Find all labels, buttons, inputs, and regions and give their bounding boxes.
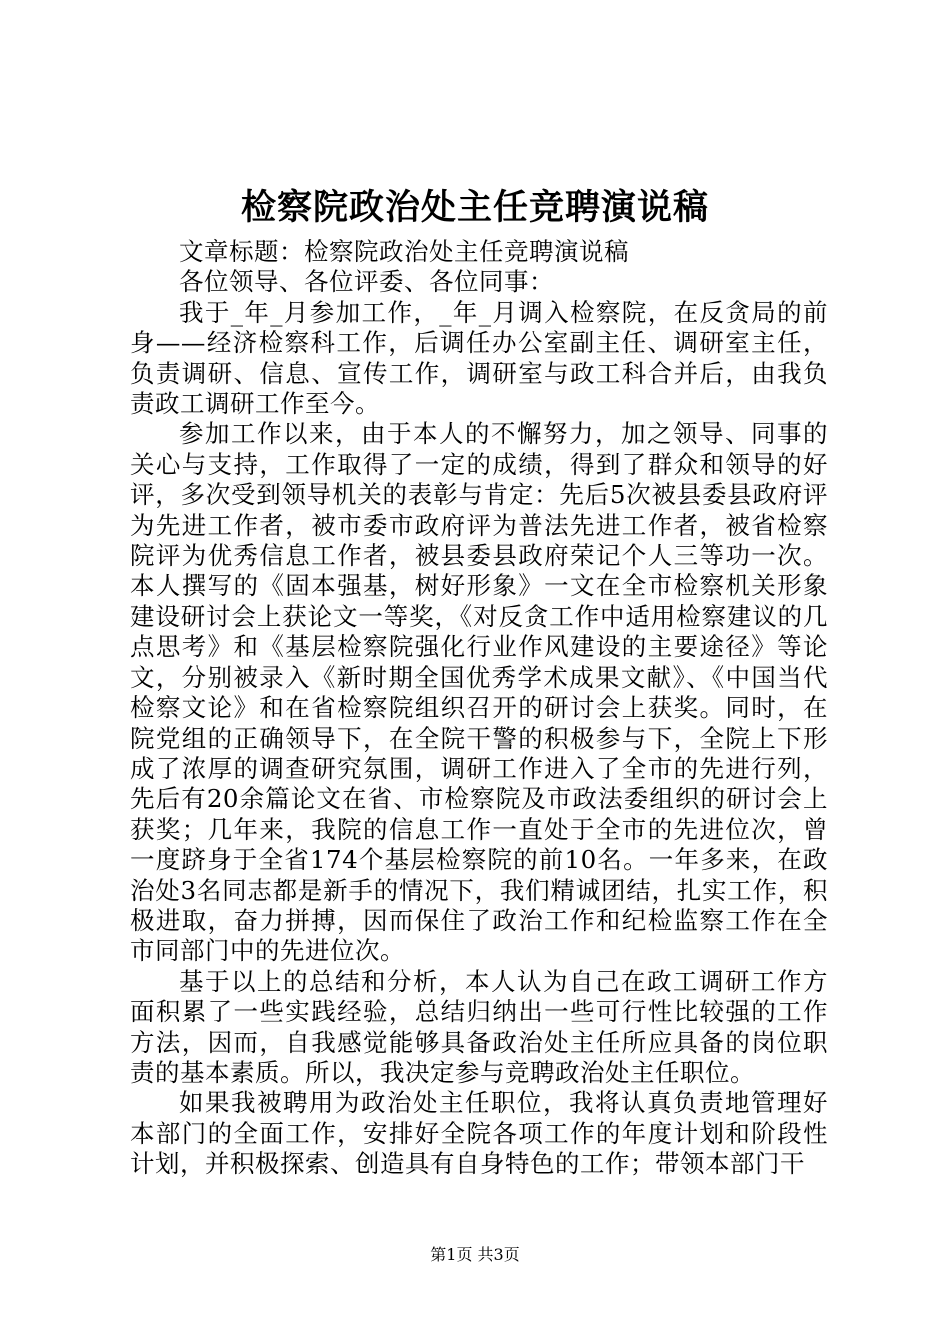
paragraph-plan: 如果我被聘用为政治处主任职位，我将认真负责地管理好本部门的全面工作，安排好全院各项工作的年度计划和阶段性计划，并积极探索、创造具有自身特色的工作；带领本部门干 xyxy=(130,1088,828,1179)
page-number-footer: 第1页 共3页 xyxy=(430,1245,520,1264)
paragraph-salutation: 各位领导、各位评委、各位同事： xyxy=(179,267,554,297)
paragraph-summary: 基于以上的总结和分析，本人认为自己在政工调研工作方面积累了一些实践经验，总结归纳出一些可行性比较强的工作方法，因而，自我感觉能够具备政治处主任所应具备的岗位职责的基本素质。所以，我决定参与竞聘政治处主任职位。 xyxy=(130,966,828,1087)
paragraph-work-history: 我于_年_月参加工作，_年_月调入检察院，在反贪局的前身——经济检察科工作，后调任办公室副主任、调研室主任，负责调研、信息、宣传工作，调研室与政工科合并后，由我负责政工调研工作至今。 xyxy=(130,297,828,419)
paragraph-achievements: 参加工作以来，由于本人的不懈努力，加之领导、同事的关心与支持，工作取得了一定的成绩，得到了群众和领导的好评，多次受到领导机关的表彰与肯定：先后5次被县委县政府评为先进工作者，被市委市政府评为普法先进工作者，被省检察院评为优秀信息工作者，被县委县政府荣记个人三等功一次。本人撰写的《固本强基，树好形象》一文在全市检察机关形象建设研讨会上获论文一等奖，《对反贪工作中适用检察建议的几点思考》和《基层检察院强化行业作风建设的主要途径》等论文，分别被录入《新时期全国优秀学术成果文献》、《中国当代检察文论》和在省检察院组织召开的研讨会上获奖。同时，在院党组的正确领导下，在全院干警的积极参与下，全院上下形成了浓厚的调查研究氛围，调研工作进入了全市的先进行列，先后有20余篇论文在省、市检察院及市政法委组织的研讨会上获奖；几年来，我院的信息工作一直处于全市的先进位次，曾一度跻身于全省174个基层检察院的前10名。一年多来，在政治处3名同志都是新手的情况下，我们精诚团结，扎实工作，积极进取，奋力拼搏，因而保住了政治工作和纪检监察工作在全市同部门中的先进位次。 xyxy=(130,419,828,966)
document-body xyxy=(130,237,828,1180)
document-title: 检察院政治处主任竞聘演说稿 xyxy=(240,187,709,228)
paragraph-article-title: 文章标题：检察院政治处主任竞聘演说稿 xyxy=(179,237,629,266)
